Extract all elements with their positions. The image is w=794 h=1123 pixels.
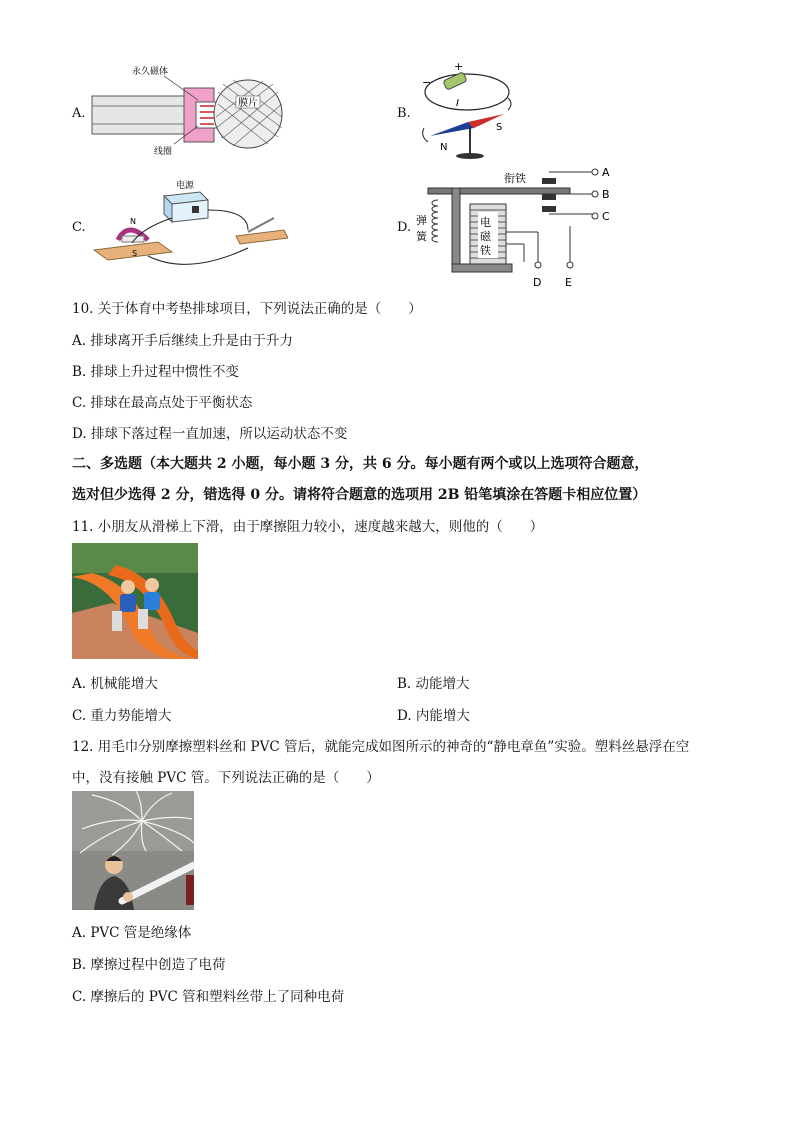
spring-label-2: 簧 (416, 230, 427, 243)
q11-stem: 11. 小朋友从滑梯上下滑，由于摩擦阻力较小，速度越来越大，则他的（ ） (72, 519, 544, 535)
q11-option-d: D. 内能增大 (397, 708, 470, 724)
north-label-c: N (130, 217, 136, 226)
battery-plus: + (454, 60, 464, 73)
q10-option-a: A. 排球离开手后继续上升是由于升力 (72, 333, 293, 349)
terminal-a: A (602, 166, 610, 179)
current-label: I (456, 98, 459, 109)
section2-heading-line2: 选对但少选得 2 分，错选得 0 分。请将符合题意的选项用 2B 铅笔填涂在答题卡相应位置） (72, 487, 647, 503)
q11-option-a: A. 机械能增大 (72, 676, 158, 692)
motor-circuit-diagram (88, 178, 288, 274)
speaker-microphone-diagram (88, 62, 284, 162)
electromagnet-label-1: 电 (480, 216, 491, 229)
power-label: 电源 (176, 181, 195, 191)
figure-b-letter: B. (397, 106, 411, 121)
armature-label: 衔铁 (504, 172, 526, 185)
terminal-b: B (602, 188, 610, 201)
coil-label: 线圈 (154, 147, 173, 157)
q12-stem-line1: 12. 用毛巾分别摩擦塑料丝和 PVC 管后，就能完成如图所示的神奇的“静电章鱼”实验。塑料丝悬浮在空 (72, 739, 690, 755)
figure-d-letter: D. (397, 220, 412, 235)
terminal-e: E (565, 276, 572, 289)
oersted-experiment-diagram (412, 58, 522, 166)
figure-a-letter: A. (72, 106, 86, 121)
south-label-c: S (132, 249, 138, 258)
q12-option-b: B. 摩擦过程中创造了电荷 (72, 957, 226, 973)
spring-label-1: 弹 (416, 214, 427, 227)
slide-children-photo (72, 543, 198, 659)
figure-c-letter: C. (72, 220, 86, 235)
q10-option-b: B. 排球上升过程中惯性不变 (72, 364, 240, 380)
q10-stem: 10. 关于体育中考垫排球项目，下列说法正确的是（ ） (72, 301, 422, 317)
static-octopus-photo (72, 791, 194, 910)
q10-option-c: C. 排球在最高点处于平衡状态 (72, 395, 253, 411)
section2-heading-line1: 二、多选题（本大题共 2 小题，每小题 3 分，共 6 分。每小题有两个或以上选项符合题意， (72, 456, 649, 472)
electromagnet-label-3: 铁 (480, 244, 491, 257)
q12-stem-line2: 中，没有接触 PVC 管。下列说法正确的是（ ） (72, 770, 380, 786)
electromagnet-label-2: 磁 (480, 230, 491, 243)
q11-option-b: B. 动能增大 (397, 676, 470, 692)
magnet-label: 永久磁体 (132, 67, 169, 77)
electromagnetic-relay-diagram (412, 164, 632, 290)
q10-option-d: D. 排球下落过程一直加速，所以运动状态不变 (72, 426, 348, 442)
terminal-c: C (602, 210, 610, 223)
membrane-label: 膜片 (238, 98, 258, 109)
battery-minus: − (422, 76, 432, 89)
north-label: N (440, 142, 448, 153)
q11-option-c: C. 重力势能增大 (72, 708, 172, 724)
q12-option-a: A. PVC 管是绝缘体 (72, 925, 192, 941)
terminal-d: D (533, 276, 542, 289)
south-label: S (496, 122, 503, 133)
q12-option-c: C. 摩擦后的 PVC 管和塑料丝带上了同种电荷 (72, 989, 345, 1005)
